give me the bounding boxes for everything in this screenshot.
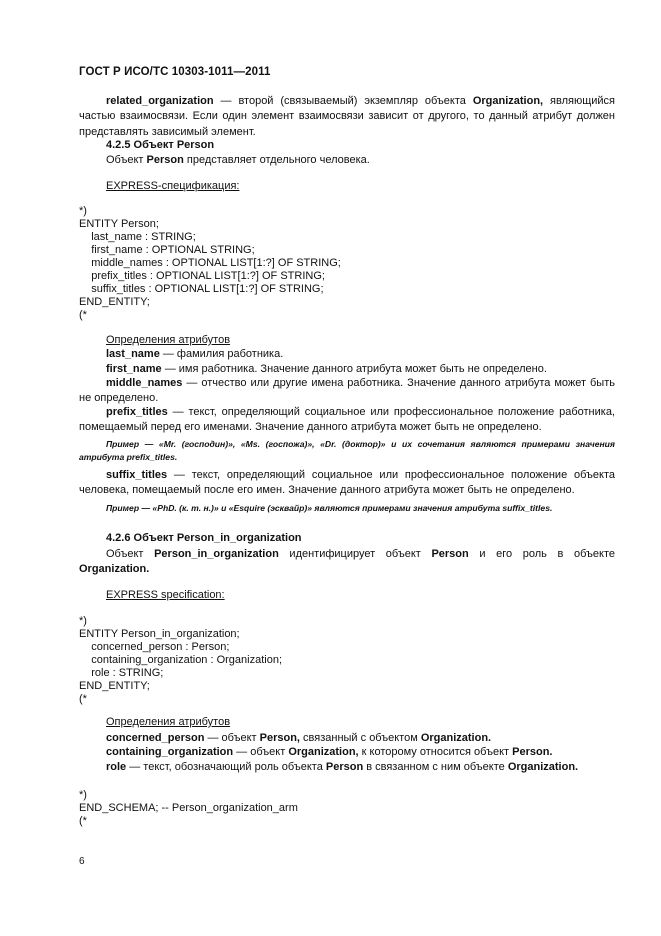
co-text-a: — объект — [233, 746, 289, 758]
pio-description — [79, 547, 615, 578]
attr-label-person: Определения атрибутов — [106, 334, 231, 346]
pio-desc-term1: Person_in_organization — [154, 548, 279, 560]
term-role: role — [106, 761, 127, 773]
term-last-name: last_name — [106, 348, 160, 360]
prefix-example-note: Пример — «Mr. (господин)», «Ms. (госпожа)», «Dr. (доктор)» и их сочетания являются примерами значения атрибута prefix_titles. — [79, 439, 615, 462]
pio-desc-term3: Organization. — [79, 563, 150, 576]
person-description — [79, 153, 615, 168]
attr-last-name — [79, 347, 615, 362]
middle-names-text: — отчество или другие имена работника. Значение данного атрибута может быть не определено. — [79, 377, 615, 405]
attr-label-pio: Определения атрибутов — [106, 716, 231, 728]
prefix-titles-text: — текст, определяющий социальное или профессиональное положение работника, помещаемый перед его именами. Значение данного атрибута может быть не определено. — [79, 406, 615, 434]
cp-text-a: — объект — [204, 732, 260, 744]
term-first-name: first_name — [106, 363, 162, 375]
person-desc-b: представляет отдельного человека. — [183, 154, 370, 166]
role-org: Organization. — [507, 761, 579, 773]
intro-paragraph — [79, 94, 615, 140]
pio-desc-term2: Person — [431, 548, 469, 560]
page-header: ГОСТ Р ИСО/ТС 10303-1011—2011 — [79, 66, 271, 78]
suffix-example-note: Пример — «PhD. (к. т. н.)» и «Esquire (эсквайр)» являются примерами значения атрибута suffix_titles. — [106, 503, 553, 513]
attr-role — [79, 760, 615, 775]
co-org: Organization, — [288, 746, 359, 758]
page-number: 6 — [79, 856, 85, 867]
attr-middle-names — [79, 376, 615, 407]
intro-text-b: являющийся частью взаимосвязи. Если один элемент взаимосвязи зависит от другого, то данный атрибут должен представлять зависимый элемент. — [79, 95, 615, 138]
attr-containing-organization — [79, 745, 615, 760]
term-prefix-titles: prefix_titles — [106, 406, 168, 418]
co-person: Person. — [512, 746, 553, 758]
section-heading-4-2-5: 4.2.5 Объект Person — [106, 139, 215, 151]
pio-desc-c: и его роль в объекте — [468, 548, 616, 560]
intro-org: Organization, — [472, 95, 544, 107]
role-person: Person — [325, 761, 364, 773]
pio-desc-b: идентифицирует объект — [278, 548, 432, 560]
section-heading-4-2-6: 4.2.6 Объект Person_in_organization — [106, 532, 302, 544]
express-code-end-schema: *) END_SCHEMA; -- Person_organization_arm (* — [79, 789, 298, 827]
express-code-person: *) ENTITY Person; last_name : STRING; first_name : OPTIONAL STRING; middle_names : OPTIONAL LIST[1:?] OF STRING; prefix_titles : OPTIONAL LIST[1:?] OF STRING; suffix_titles : OPTIONAL LIST[1:?] OF STRING; END_ENTITY; (* — [79, 205, 341, 321]
pio-desc-a: Объект — [106, 548, 155, 560]
attr-suffix-titles — [79, 468, 615, 499]
express-label-pio: EXPRESS specification: — [106, 589, 225, 601]
co-text-b: к которому относится объект — [358, 746, 513, 758]
term-related-organization: related_organization — [106, 95, 214, 107]
attr-prefix-titles — [79, 405, 615, 436]
person-desc-a: Объект — [106, 154, 147, 166]
attr-first-name — [79, 362, 615, 377]
first-name-text: — имя работника. Значение данного атрибута может быть не определено. — [161, 363, 547, 375]
attr-concerned-person — [79, 731, 615, 746]
term-containing-organization: containing_organization — [106, 746, 234, 758]
term-middle-names: middle_names — [106, 377, 183, 389]
role-text-b: в связанном с ним объекте — [363, 761, 508, 773]
term-suffix-titles: suffix_titles — [106, 469, 168, 481]
intro-text-a: — второй (связываемый) экземпляр объекта — [213, 95, 473, 107]
suffix-titles-text: — текст, определяющий социальное или профессиональное положение объекта человека, помещаемый после его имен. Значение данного атрибута может быть не определено. — [79, 469, 615, 497]
cp-org: Organization. — [420, 732, 492, 744]
person-desc-term: Person — [146, 154, 184, 166]
cp-person: Person, — [259, 732, 300, 744]
last-name-text: — фамилия работника. — [159, 348, 284, 360]
express-code-pio: *) ENTITY Person_in_organization; concerned_person : Person; containing_organization : Organization; role : STRING; END_ENTITY; (* — [79, 615, 283, 705]
express-label-person: EXPRESS-спецификация: — [106, 180, 240, 192]
cp-text-b: связанный с объектом — [299, 732, 421, 744]
role-text-a: — текст, обозначающий роль объекта — [126, 761, 326, 773]
term-concerned-person: concerned_person — [106, 732, 205, 744]
